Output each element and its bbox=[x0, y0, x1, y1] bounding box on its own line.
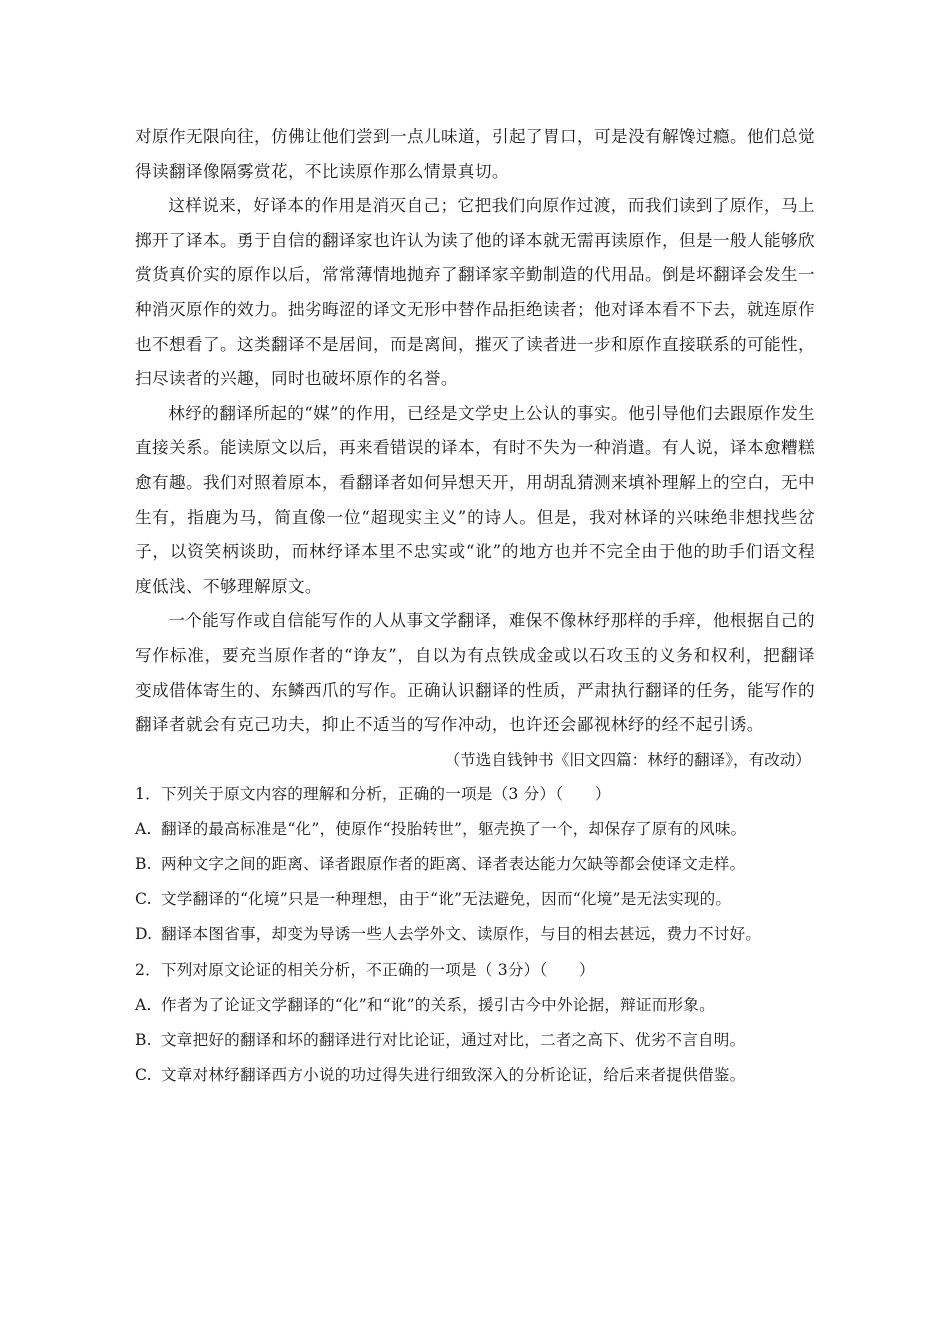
question-2 bbox=[135, 953, 815, 1094]
passage-paragraph: 对原作无限向往，仿佛让他们尝到一点儿味道，引起了胃口，可是没有解馋过瘾。他们总觉得读翻译像隔雾赏花，不比读原作那么情景真切。 bbox=[135, 127, 815, 181]
option-letter: D. bbox=[135, 925, 153, 944]
option-text: 两种文字之间的距离、译者跟原作者的距离、译者表达能力欠缺等都会使译文走样。 bbox=[161, 854, 746, 873]
option-c bbox=[135, 882, 815, 917]
option-b bbox=[135, 847, 815, 882]
option-letter: A. bbox=[135, 995, 152, 1014]
option-d bbox=[135, 917, 815, 952]
passage-paragraph: 一个能写作或自信能写作的人从事文学翻译，难保不像林纾那样的手痒，他根据自己的写作标准，要充当原作者的“诤友”，自以为有点铁成金或以石攻玉的义务和权利，把翻译变成借体寄生的、东鳞西爪的写作。正确认识翻译的性质，严肃执行翻译的任务，能写作的翻译者就会有克己功夫，抑止不适当的写作冲动，也许还会鄙视林纾的经不起引诱。 bbox=[135, 611, 815, 735]
option-b bbox=[135, 1023, 815, 1058]
option-text: 作者为了论证文学翻译的“化”和“讹”的关系，援引古今中外论据，辩证而形象。 bbox=[161, 995, 715, 1014]
option-letter: C. bbox=[135, 890, 152, 909]
option-letter: B. bbox=[135, 854, 152, 873]
question-1 bbox=[135, 777, 815, 953]
page-content bbox=[135, 120, 815, 1093]
option-a bbox=[135, 812, 815, 847]
passage-paragraph: 林纾的翻译所起的“媒”的作用，已经是文学史上公认的事实。他引导他们去跟原作发生直接关系。能读原文以后，再来看错误的译本，有时不失为一种消遣。有人说，译本愈糟糕愈有趣。我们对照着原本，看翻译者如何异想天开，用胡乱猜测来填补理解上的空白，无中生有，指鹿为马，简直像一位“超现实主义”的诗人。但是，我对林译的兴味绝非想找些岔子，以资笑柄谈助，而林纾译本里不忠实或“讹”的地方也并不完全由于他的助手们语文程度低浅、不够理解原文。 bbox=[135, 403, 815, 596]
option-text: 文章对林纾翻译西方小说的功过得失进行细致深入的分析论证，给后来者提供借鉴。 bbox=[161, 1065, 746, 1084]
option-c bbox=[135, 1058, 815, 1093]
question-stem: 2．下列对原文论证的相关分析，不正确的一项是（ 3分）（ ） bbox=[135, 960, 595, 979]
option-text: 文学翻译的“化境”只是一种理想，由于“讹”无法避免，因而“化境”是无法实现的。 bbox=[161, 890, 732, 909]
passage-source: （节选自钱钟书《旧文四篇：林纾的翻译》，有改动） bbox=[444, 750, 811, 769]
option-letter: B. bbox=[135, 1030, 152, 1049]
option-text: 翻译的最高标准是“化”，使原作“投胎转世”，躯壳换了一个，却保存了原有的风味。 bbox=[161, 819, 747, 838]
option-letter: A. bbox=[135, 819, 152, 838]
question-stem: 1．下列关于原文内容的理解和分析，正确的一项是（3 分）（ ） bbox=[135, 784, 611, 803]
option-text: 文章把好的翻译和坏的翻译进行对比论证，通过对比，二者之高下、优劣不言自明。 bbox=[161, 1030, 746, 1049]
option-letter: C. bbox=[135, 1065, 152, 1084]
option-text: 翻译本图省事，却变为导诱一些人去学外文、读原作，与目的相去甚远，费力不讨好。 bbox=[161, 925, 762, 944]
option-a bbox=[135, 988, 815, 1023]
passage-paragraph: 这样说来，好译本的作用是消灭自己；它把我们向原作过渡，而我们读到了原作，马上掷开了译本。勇于自信的翻译家也许认为读了他的译本就无需再读原作，但是一般人能够欣赏货真价实的原作以后，常常薄情地抛弃了翻译家辛勤制造的代用品。倒是坏翻译会发生一种消灭原作的效力。拙劣晦涩的译文无形中替作品拒绝读者；他对译本看不下去，就连原作也不想看了。这类翻译不是居间，而是离间，摧灭了读者进一步和原作直接联系的可能性，扫尽读者的兴趣，同时也破坏原作的名誉。 bbox=[135, 196, 815, 389]
